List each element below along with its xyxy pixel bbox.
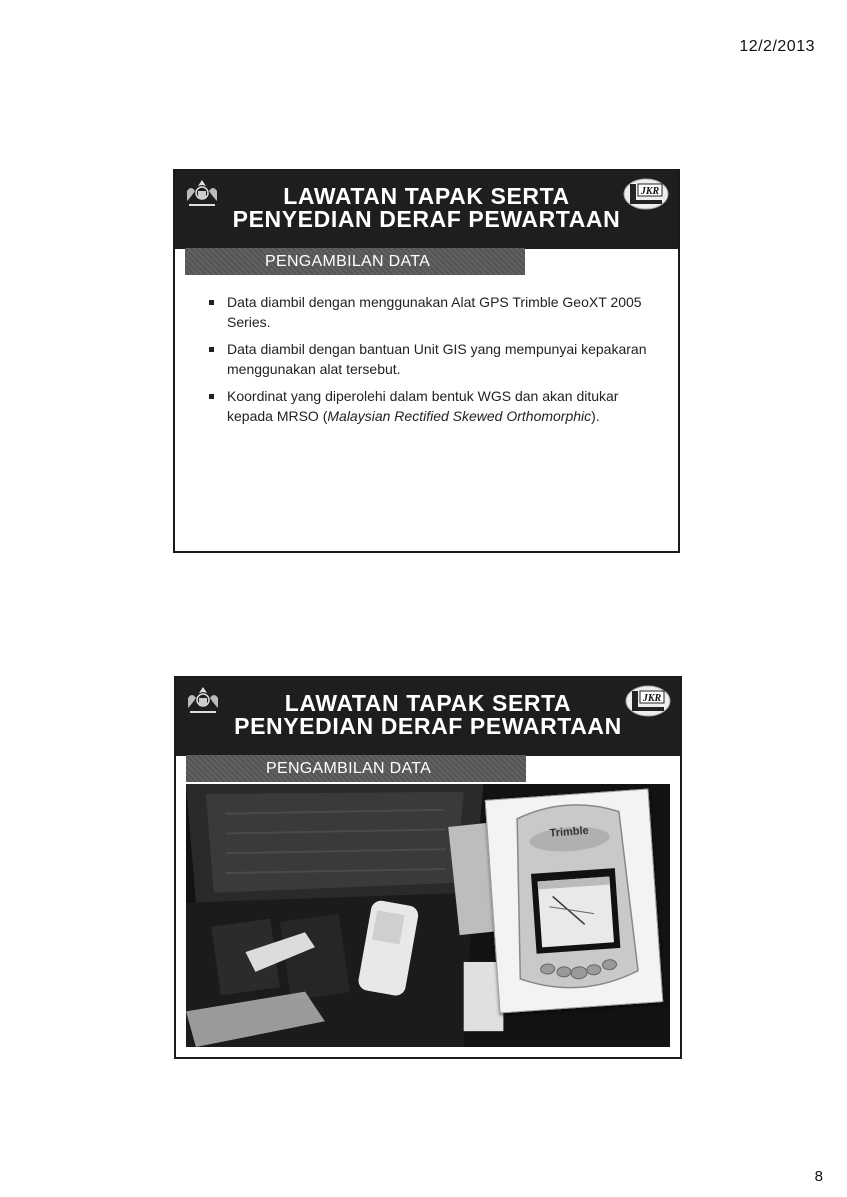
jkr-logo-text: JKR [642, 693, 662, 704]
gps-equipment-photo [186, 784, 670, 1047]
page-date: 12/2/2013 [739, 38, 815, 55]
slide-title-line-2: PENYEDIAN DERAF PEWARTAAN [232, 206, 621, 232]
trimble-device-photo [485, 789, 664, 1014]
jkr-logo-icon [622, 175, 670, 213]
slide-title-line-2: PENYEDIAN DERAF PEWARTAAN [234, 713, 622, 739]
section-tab: PENGAMBILAN DATA [186, 755, 526, 782]
slide-title-line-1: LAWATAN TAPAK SERTA [283, 183, 570, 209]
slide-title [175, 185, 678, 231]
gps-handheld-icon [486, 790, 662, 1013]
slide-banner [175, 171, 678, 249]
list-item: Data diambil dengan bantuan Unit GIS yang mempunyai kepakaran menggunakan alat tersebut. [209, 340, 648, 379]
bullet-icon [209, 300, 214, 305]
slide-title [176, 692, 680, 738]
bullet-icon [209, 394, 214, 399]
jkr-logo-text: JKR [640, 186, 660, 197]
trimble-brand-text: Trimble [549, 824, 590, 840]
section-tab: PENGAMBILAN DATA [185, 248, 525, 275]
slide-2 [174, 676, 682, 1059]
page-number: 8 [814, 1168, 823, 1185]
list-item: Koordinat yang diperolehi dalam bentuk WGS dan akan ditukar kepada MRSO (Malaysian Rectified Skewed Orthomorphic). [209, 387, 648, 426]
list-item: Data diambil dengan menggunakan Alat GPS Trimble GeoXT 2005 Series. [209, 293, 648, 332]
slide-title-line-1: LAWATAN TAPAK SERTA [284, 690, 572, 716]
slide-1 [173, 169, 680, 553]
bullet-icon [209, 347, 214, 352]
slide-banner [176, 678, 680, 756]
bullet-list [209, 293, 648, 434]
jkr-logo-icon [624, 682, 672, 720]
